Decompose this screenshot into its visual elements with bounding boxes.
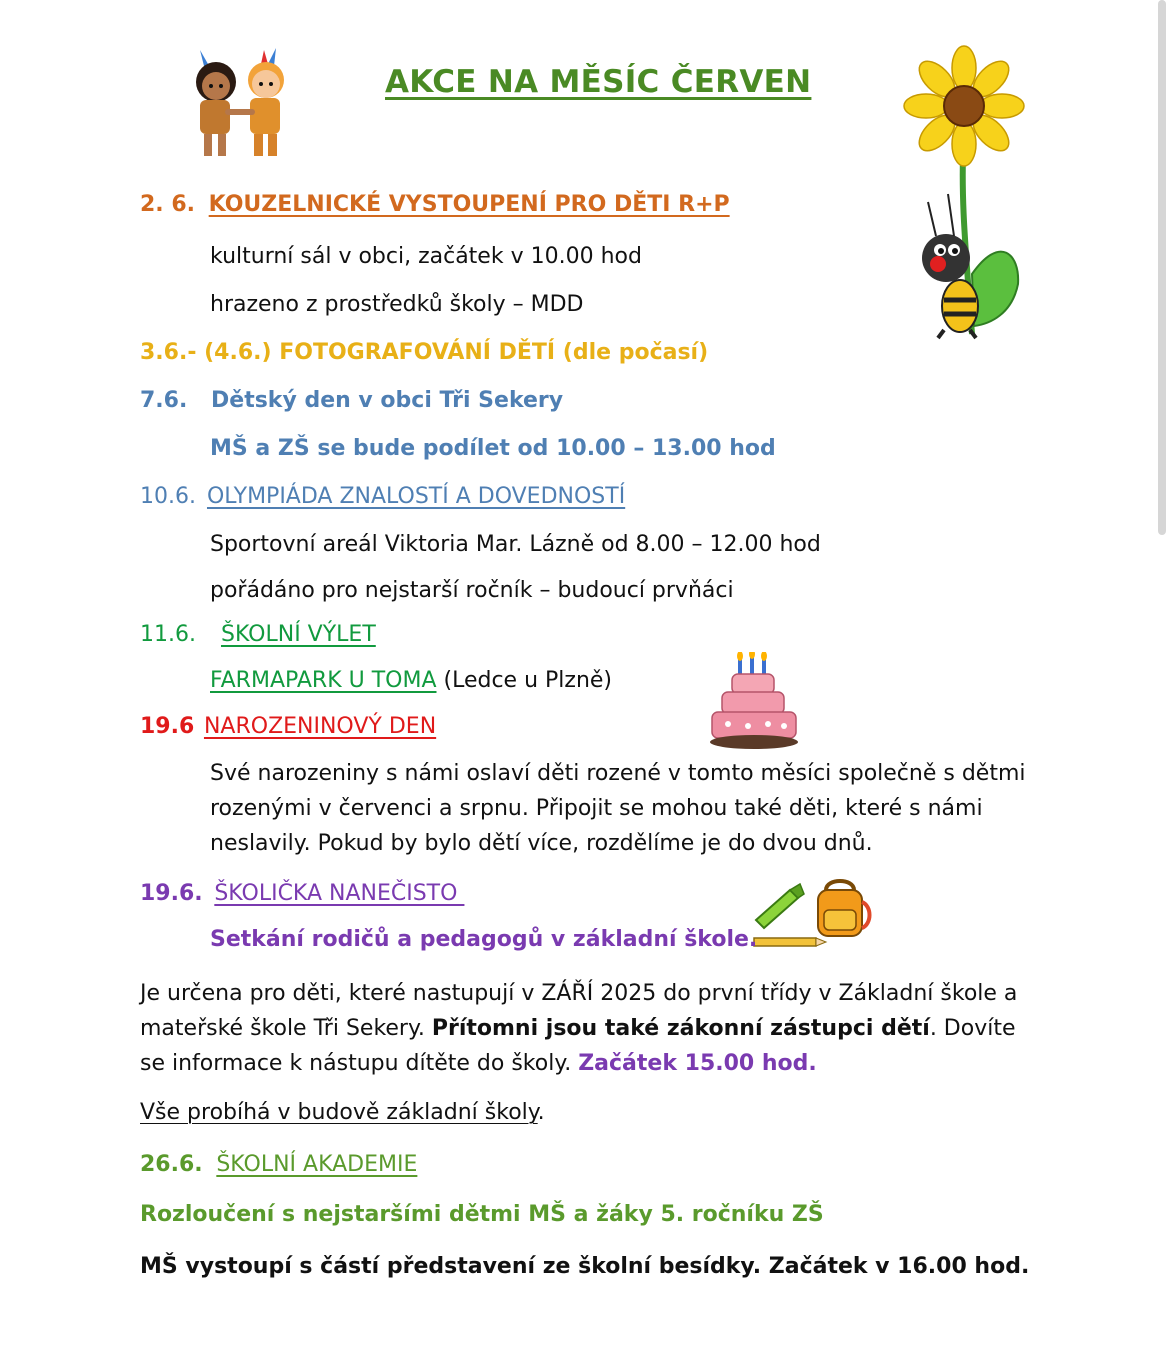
event-title: NAROZENINOVÝ DEN <box>203 714 437 739</box>
paragraph-bold: Přítomni jsou také zákonní zástupci dětí <box>431 1016 930 1041</box>
event-location-note <box>140 1098 545 1128</box>
page-title: AKCE NA MĚSÍC ČERVEN <box>385 64 812 100</box>
event-subtitle: Setkání rodičů a pedagogů v základní škole. <box>210 927 758 952</box>
event-date: 11.6. <box>140 622 196 647</box>
event-birthday-day <box>140 712 436 742</box>
event-title: ŠKOLIČKA NANEČISTO <box>214 881 465 906</box>
event-title: KOUZELNICKÉ VYSTOUPENÍ PRO DĚTI R+P <box>208 192 730 217</box>
paragraph-start-time: Začátek 15.00 hod. <box>578 1051 817 1076</box>
paragraph-text: Je určena pro děti, které nastupují v ZÁŘÍ 2025 do první třídy v Základní škole a mateřské škole Tři Sekery. <box>140 981 1018 1041</box>
event-title: ŠKOLNÍ VÝLET <box>220 622 376 647</box>
event-detail: MŠ vystoupí s částí představení ze školní besídky. Začátek v 16.00 hod. <box>140 1254 1030 1279</box>
event-detail: pořádáno pro nejstarší ročník – budoucí prvňáci <box>210 578 734 603</box>
event-detail: Sportovní areál Viktoria Mar. Lázně od 8.00 – 12.00 hod <box>210 532 821 557</box>
location-note-end: . <box>537 1100 545 1125</box>
scrollbar[interactable] <box>1158 0 1166 535</box>
event-date: 19.6. <box>140 881 203 906</box>
event-place <box>210 666 612 696</box>
event-place-name: FARMAPARK U TOMA <box>210 668 437 693</box>
event-date: 7.6. <box>140 388 188 413</box>
event-place-note: (Ledce u Plzně) <box>443 668 613 693</box>
event-date: 26.6. <box>140 1152 203 1177</box>
event-detail: hrazeno z prostředků školy – MDD <box>210 292 584 317</box>
event-paragraph: Své narozeniny s námi oslaví děti rozené v tomto měsíci společně s dětmi rozenými v červenci a srpnu. Připojit se mohou také děti, které s námi neslavily. Pokud by bylo dětí více, rozdělíme je do dvou dnů. <box>210 761 1026 856</box>
event-title: Dětský den v obci Tři Sekery <box>211 388 564 413</box>
event-photography: 3.6.- (4.6.) FOTOGRAFOVÁNÍ DĚTÍ (dle počasí) <box>140 340 709 365</box>
event-childrens-day <box>140 386 563 416</box>
birthday-cake-icon <box>708 652 800 750</box>
event-pre-school <box>140 879 464 909</box>
event-date: 2. 6. <box>140 192 195 217</box>
sunflower-bee-illustration-icon <box>900 44 1030 344</box>
event-magic-show <box>140 190 730 220</box>
location-note-underlined: Vše probíhá v budově základní školy <box>140 1100 538 1125</box>
event-school-academy <box>140 1150 417 1180</box>
event-detail: Rozloučení s nejstaršími dětmi MŠ a žáky 5. ročníku ZŠ <box>140 1202 824 1227</box>
event-date: 19.6 <box>140 714 195 739</box>
paragraph-text: . Dovíte se informace k nástupu dítěte do školy. <box>140 1016 1016 1076</box>
event-detail: kulturní sál v obci, začátek v 10.00 hod <box>210 244 642 269</box>
event-olympiad <box>140 482 625 512</box>
event-date: 10.6. <box>140 484 196 509</box>
event-title: ŠKOLNÍ AKADEMIE <box>216 1152 418 1177</box>
children-illustration-icon <box>186 46 296 164</box>
event-detail: MŠ a ZŠ se bude podílet od 10.00 – 13.00 hod <box>210 436 776 461</box>
event-paragraph <box>140 976 1040 1081</box>
school-supplies-icon <box>750 876 874 952</box>
event-school-trip <box>140 620 376 650</box>
event-title: OLYMPIÁDA ZNALOSTÍ A DOVEDNOSTÍ <box>206 484 626 509</box>
